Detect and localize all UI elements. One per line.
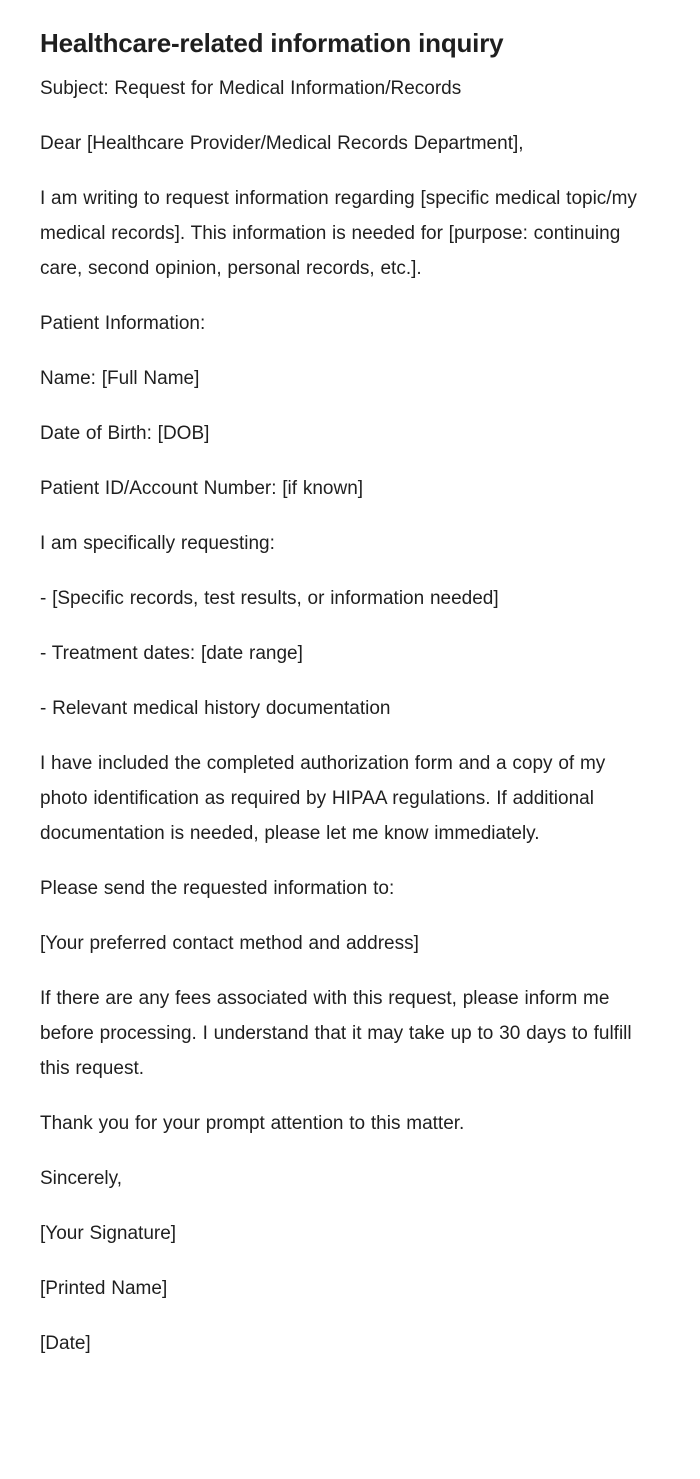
paragraph: Name: [Full Name] bbox=[40, 368, 200, 389]
letter-body bbox=[40, 71, 660, 1361]
paragraph: [Your preferred contact method and address] bbox=[40, 933, 419, 954]
paragraph: Sincerely, bbox=[40, 1168, 123, 1189]
paragraph: I have included the completed authorization form and a copy of my photo identification as required by HIPAA regulations. If additional documentation is needed, please let me know immediately. bbox=[40, 753, 606, 844]
page-title: Healthcare-related information inquiry bbox=[40, 28, 504, 58]
paragraph: Please send the requested information to: bbox=[40, 878, 395, 899]
paragraph: - Relevant medical history documentation bbox=[40, 698, 391, 719]
paragraph: Dear [Healthcare Provider/Medical Records Department], bbox=[40, 133, 524, 154]
paragraph: Thank you for your prompt attention to this matter. bbox=[40, 1113, 465, 1134]
paragraph: - Treatment dates: [date range] bbox=[40, 643, 303, 664]
paragraph: I am specifically requesting: bbox=[40, 533, 275, 554]
paragraph: Subject: Request for Medical Information/Records bbox=[40, 78, 462, 99]
paragraph: [Printed Name] bbox=[40, 1278, 168, 1299]
paragraph: Patient ID/Account Number: [if known] bbox=[40, 478, 364, 499]
paragraph: If there are any fees associated with this request, please inform me before processing. I understand that it may take up to 30 days to fulfill this request. bbox=[40, 988, 632, 1079]
paragraph: - [Specific records, test results, or information needed] bbox=[40, 588, 499, 609]
paragraph: [Date] bbox=[40, 1333, 91, 1354]
paragraph: Date of Birth: [DOB] bbox=[40, 423, 210, 444]
paragraph: I am writing to request information regarding [specific medical topic/my medical records]. This information is needed for [purpose: continuing care, second opinion, personal records, etc.]. bbox=[40, 188, 637, 279]
paragraph: Patient Information: bbox=[40, 313, 206, 334]
paragraph: [Your Signature] bbox=[40, 1223, 177, 1244]
